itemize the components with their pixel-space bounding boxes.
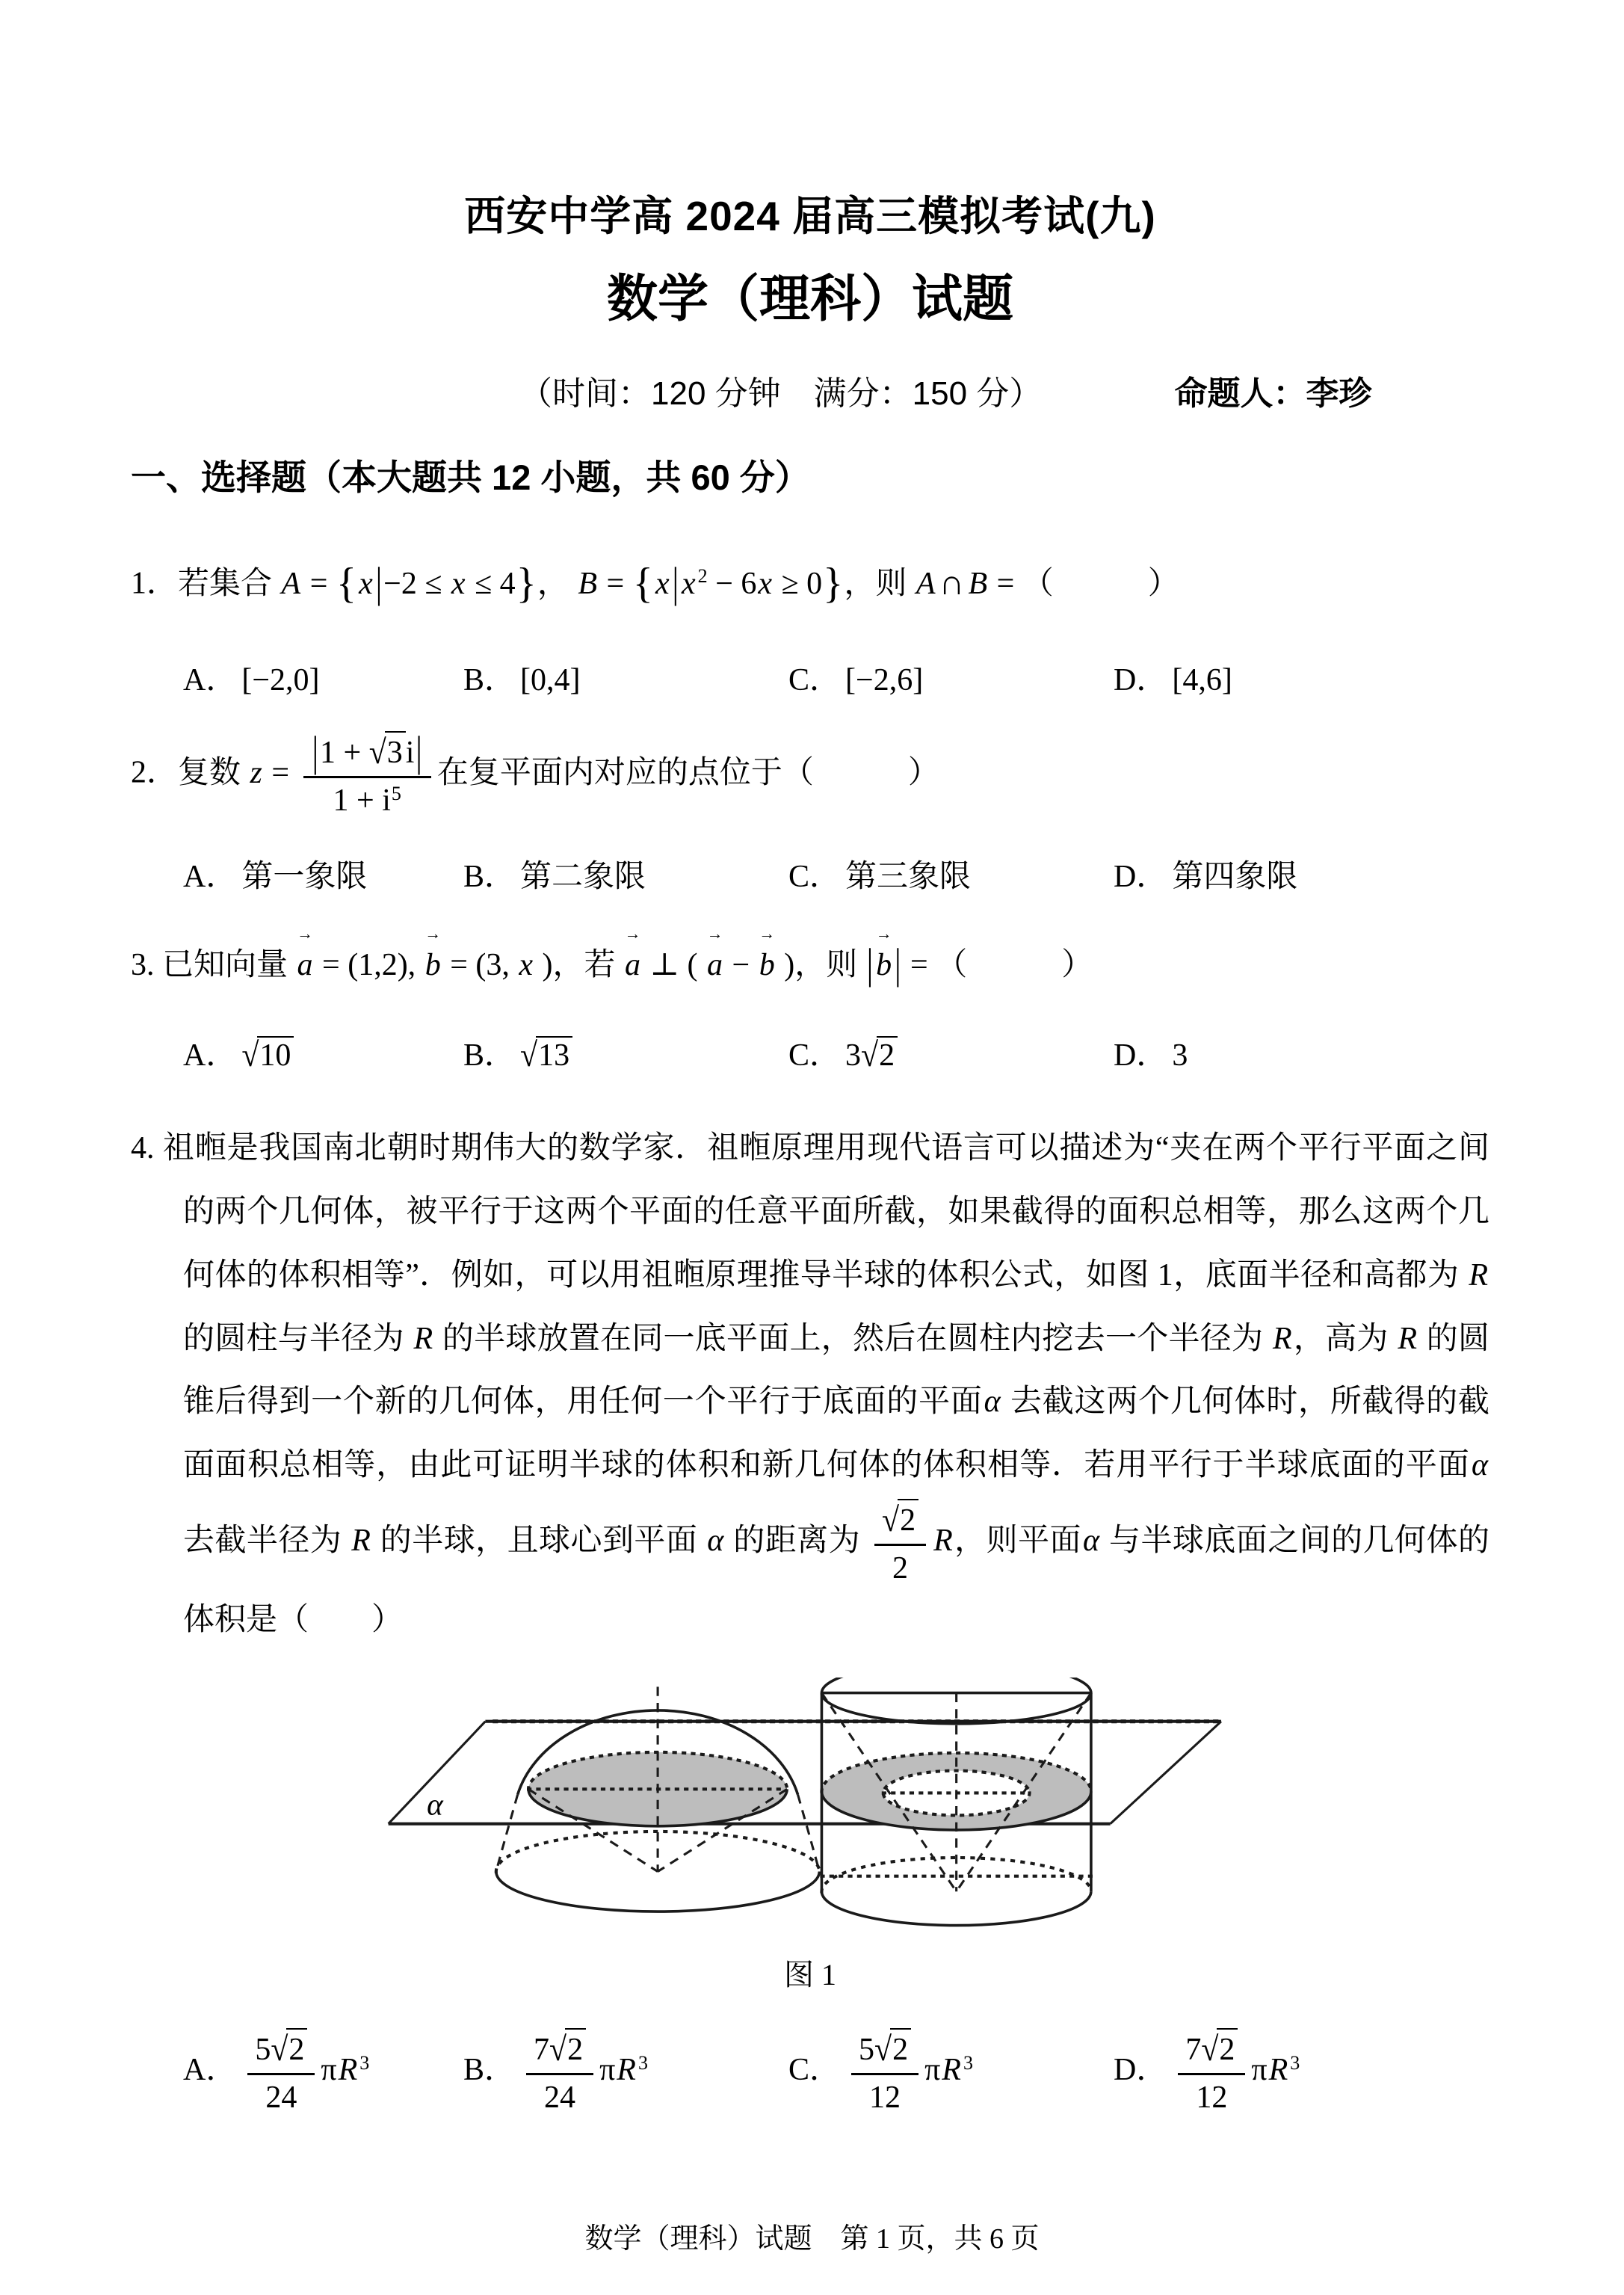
question-4-stem: [131, 1117, 1489, 1652]
math-bar: |: [866, 941, 874, 988]
math-v: R: [1469, 1257, 1488, 1293]
math-vector: [297, 924, 313, 994]
math-t: = （ ）: [902, 947, 1093, 982]
option-label: A．: [183, 2052, 238, 2087]
math-v: R: [1272, 1321, 1292, 1356]
plane-alpha: [389, 1722, 1221, 1824]
radical-sign: √: [882, 1502, 900, 1539]
math-t: 7: [1185, 2033, 1202, 2068]
option-label: C．: [788, 663, 842, 698]
option-label: D．: [1114, 663, 1168, 698]
math-v: α: [707, 1523, 724, 1558]
math-v: α: [1083, 1523, 1100, 1558]
option-label: A．: [183, 1038, 238, 1073]
math-t: )，若: [534, 947, 624, 982]
option-2-a: [183, 851, 463, 896]
vector-letter: b: [759, 947, 775, 982]
radicand: 2: [877, 1036, 898, 1073]
math-v: R: [617, 2052, 636, 2087]
math-t: 已知向量: [154, 947, 296, 982]
option-label: C．: [788, 2052, 842, 2087]
vector-arrow-icon: →: [706, 924, 723, 943]
radical-sign: √: [241, 1037, 259, 1074]
math-sqrt: [241, 1036, 294, 1073]
math-t: ≤ 4: [466, 566, 516, 601]
option-3-d: [1114, 1030, 1489, 1075]
option-value: [845, 1038, 898, 1073]
math-t: 2: [892, 1550, 909, 1586]
math-t: 24: [265, 2080, 297, 2115]
option-value: [845, 663, 923, 697]
math-t: ，则: [844, 566, 915, 601]
radical-sign: √: [874, 2031, 892, 2068]
fraction-numerator: [851, 2027, 918, 2075]
math-v: R: [942, 2052, 961, 2087]
math-cap: ∩: [939, 564, 965, 603]
math-t: 去截半径为: [183, 1523, 351, 1558]
math-t: ，则平面: [954, 1523, 1081, 1558]
math-sqrt: [874, 2028, 911, 2071]
plane-alpha-label: α: [427, 1787, 443, 1822]
fraction-denominator: [258, 2075, 304, 2119]
math-t: ，高为: [1293, 1321, 1397, 1356]
option-label: D．: [1114, 2052, 1168, 2087]
questions-area: [131, 546, 1489, 2118]
option-label: A．: [183, 859, 238, 894]
radicand: 13: [536, 1036, 572, 1073]
question-4: [131, 1117, 1489, 2118]
exam-author: 命题人：李珍: [1174, 375, 1372, 413]
math-t: 在复平面内对应的点位于（ ）: [436, 756, 939, 791]
math-t: 1 + i: [333, 783, 391, 818]
math-t: 祖暅是我国南北朝时期伟大的数学家．祖暅原理用现代语言可以描述为“夹在两个平行平面之间的两个几何体，被平行于这两个平面的任意平面所截，如果截得的面积总相等，那么这两个几何体的体积相等”．例如，可以用祖暅原理推导半球的体积公式，如图 1，底面半径和高都为: [154, 1131, 1489, 1293]
option-3-a: [183, 1030, 463, 1075]
math-v: x: [758, 566, 773, 601]
option-value: $\frac{5√2}{12}$ πR 3: [845, 2053, 973, 2087]
math-t: 5: [859, 2033, 875, 2068]
vector-letter: b: [424, 947, 441, 982]
math-t: [4,6]: [1172, 663, 1232, 698]
exam-time-score: （时间：120 分钟 满分：150 分）: [519, 375, 1043, 413]
math-vector: [706, 924, 723, 994]
math-t: π: [599, 2052, 616, 2087]
page-footer-text: 数学（理科）试题 第 1 页，共 6 页: [584, 2223, 1040, 2255]
math-fraction: [851, 2027, 918, 2118]
figure-1-drawing: [380, 1678, 1240, 1935]
math-t: 第三象限: [845, 859, 972, 894]
math-t: 的半球放置在同一底平面上，然后在圆柱内挖去一个半径为: [434, 1321, 1271, 1356]
page-footer: [0, 2215, 1624, 2256]
math-bar: |: [375, 560, 383, 607]
vector-letter: a: [297, 947, 313, 982]
option-2-d: [1114, 851, 1489, 896]
math-v: α: [984, 1384, 1001, 1420]
option-value: [520, 1038, 572, 1073]
question-4-options: [131, 2027, 1489, 2118]
math-v: R: [413, 1321, 433, 1356]
fraction-denominator: [885, 1546, 916, 1589]
option-value: [845, 860, 971, 894]
vector-letter: a: [707, 947, 723, 982]
math-t: = (1,2),: [314, 947, 424, 982]
option-1-b: [463, 655, 788, 700]
math-t: ⊥ (: [642, 947, 706, 982]
fraction-numerator: [303, 730, 431, 778]
question-3-options: [131, 1030, 1489, 1075]
option-value: [1172, 663, 1232, 697]
math-br: }: [516, 560, 537, 608]
math-br: {: [336, 560, 357, 608]
vector-arrow-icon: →: [424, 924, 442, 943]
option-4-d: [1114, 2027, 1489, 2118]
option-value: [241, 1038, 294, 1073]
radical-sign: √: [271, 2031, 288, 2068]
fraction-numerator: [247, 2027, 315, 2075]
math-v: R: [351, 1523, 371, 1558]
option-1-a: [183, 655, 463, 700]
exam-subtitle: 数学（理科）试题: [606, 271, 1013, 328]
vector-letter: b: [876, 947, 892, 982]
option-4-b: [463, 2027, 788, 2118]
option-value: [1172, 1038, 1188, 1073]
math-t: 的圆锥后得到一个新的几何体，用任何一个平行于底面的平面: [183, 1321, 1489, 1420]
exam-title: 西安中学高 2024 届高三模拟考试(九): [464, 193, 1156, 239]
math-sqrt: [861, 1036, 898, 1073]
math-t: 的圆柱与半径为: [183, 1321, 413, 1356]
fraction-denominator: [862, 2075, 908, 2119]
math-t: 第一象限: [241, 859, 368, 894]
math-t: 的半球，且球心到平面: [371, 1523, 706, 1558]
option-3-c: [788, 1030, 1114, 1075]
math-v: B: [968, 566, 988, 601]
option-label: C．: [788, 859, 842, 894]
option-2-c: [788, 851, 1114, 896]
option-1-d: [1114, 655, 1489, 700]
math-sqrt: [1201, 2028, 1238, 2071]
math-fraction: [874, 1497, 926, 1589]
math-t: i: [405, 736, 415, 771]
vector-arrow-icon: →: [875, 924, 892, 943]
question-3-stem: [131, 924, 1489, 994]
math-t: 去截这两个几何体时，所截得的截面面积总相等，由此可证明半球的体积和新几何体的体积相等．若用平行于半球底面的平面: [183, 1384, 1489, 1483]
math-v: x: [451, 566, 466, 601]
option-value: $\frac{7√2}{24}$ πR 3: [520, 2053, 648, 2087]
question-1-options: [131, 655, 1489, 700]
math-v: R: [933, 1523, 953, 1558]
vector-letter: a: [625, 947, 641, 982]
math-v: x: [519, 947, 534, 982]
fraction-numerator: [1178, 2027, 1245, 2075]
math-v: x: [682, 566, 696, 601]
figure-1-caption: 图 1: [784, 1958, 836, 1992]
fraction-numerator: [874, 1497, 926, 1546]
radicand: 2: [898, 1499, 918, 1541]
math-t: − 6: [707, 566, 757, 601]
question-3: [131, 924, 1489, 1076]
question-2: [131, 730, 1489, 896]
option-4-a: [183, 2027, 463, 2118]
math-sqrt: [369, 731, 406, 774]
option-value: [241, 663, 319, 697]
question-4-number: 4.: [131, 1131, 155, 1166]
math-t: −: [724, 947, 758, 982]
math-sqrt: [882, 1499, 918, 1541]
math-t: π: [321, 2052, 337, 2087]
option-label: B．: [463, 859, 516, 894]
option-value: $\frac{5√2}{24}$ πR 3: [241, 2053, 369, 2087]
math-bar: |: [672, 560, 679, 607]
math-sqrt: [520, 1036, 572, 1073]
math-t: 第二象限: [520, 859, 646, 894]
radical-sign: √: [520, 1037, 538, 1074]
option-label: B．: [463, 663, 516, 698]
math-t: 1 +: [320, 736, 369, 771]
exam-info-line: [131, 373, 1489, 414]
question-3-text: [154, 924, 1093, 988]
math-t: π: [1251, 2052, 1268, 2087]
vector-arrow-icon: →: [759, 924, 776, 943]
fraction-denominator: [537, 2075, 583, 2119]
math-t: 若集合: [178, 566, 280, 601]
question-1-number: 1．: [131, 566, 179, 601]
math-t: 的距离为: [725, 1523, 869, 1558]
question-2-text: [178, 730, 939, 818]
option-label: D．: [1114, 859, 1168, 894]
option-label: A．: [183, 663, 238, 698]
math-v: R: [338, 2052, 358, 2087]
section-1-heading: 一、选择题（本大题共 12 小题，共 60 分）: [131, 458, 810, 498]
math-vector: [875, 924, 892, 994]
math-fraction: [247, 2027, 315, 2118]
option-value: $\frac{7√2}{12}$ πR 3: [1172, 2053, 1300, 2087]
option-3-b: [463, 1030, 788, 1075]
math-t: 12: [1196, 2080, 1228, 2115]
math-t: [0,4]: [520, 663, 581, 698]
radical-sign: √: [861, 1037, 879, 1074]
math-t: 12: [869, 2080, 901, 2115]
vector-arrow-icon: →: [297, 924, 313, 943]
math-vector: [424, 924, 442, 994]
question-1: [131, 546, 1489, 700]
option-value: [241, 860, 367, 894]
option-value: [520, 860, 646, 894]
math-vector: [624, 924, 641, 994]
option-1-c: [788, 655, 1114, 700]
math-t: 3: [845, 1038, 862, 1073]
math-t: 7: [534, 2033, 550, 2068]
math-t: 5: [255, 2033, 271, 2068]
math-t: 第四象限: [1172, 859, 1298, 894]
math-v: α: [1471, 1448, 1488, 1483]
option-2-b: [463, 851, 788, 896]
math-t: π: [924, 2052, 941, 2087]
math-t: [−2,6]: [845, 663, 924, 698]
radicand: 2: [286, 2028, 307, 2071]
math-v: z: [250, 756, 262, 791]
math-t: =: [599, 566, 632, 601]
cylinder-with-cone: [821, 1678, 1090, 1926]
math-v: A: [916, 566, 936, 601]
fraction-denominator: 1 + i5: [333, 782, 401, 818]
math-bar: |: [895, 941, 901, 988]
math-t: = (3,: [442, 947, 518, 982]
radical-sign: √: [549, 2031, 567, 2068]
radicand: 3: [385, 731, 406, 774]
math-t: [−2,0]: [241, 663, 320, 698]
math-t: 24: [544, 2080, 576, 2115]
math-t: = （ ）: [989, 566, 1179, 601]
option-label: D．: [1114, 1038, 1168, 1073]
math-t: −2 ≤: [383, 566, 450, 601]
question-2-stem: [131, 730, 1489, 821]
option-label: B．: [463, 2052, 516, 2087]
option-label: C．: [788, 1038, 842, 1073]
question-1-text: 若集合 A = {x|−2 ≤ x ≤ 4}， B = {x|x 2 − 6x ≥ 0}，则 A ∩ B = （ ）: [178, 567, 1179, 601]
math-bar: |: [416, 730, 422, 777]
radicand: 2: [565, 2028, 586, 2071]
figure-1: [131, 1678, 1489, 1994]
question-4-text: [155, 1131, 1490, 1637]
fraction-denominator: [1188, 2075, 1235, 2119]
fraction-numerator: [526, 2027, 593, 2075]
math-t: 复数: [178, 756, 249, 791]
math-t: =: [263, 756, 297, 791]
option-value: [1172, 860, 1297, 894]
math-v: x: [359, 566, 373, 601]
math-t: )，则: [776, 947, 865, 982]
question-3-number: 3.: [131, 947, 155, 982]
math-vector: [759, 924, 776, 994]
math-t: ≥ 0: [774, 566, 823, 601]
vector-arrow-icon: →: [624, 924, 641, 943]
radical-sign: √: [368, 734, 386, 772]
math-sqrt: [549, 2028, 586, 2071]
question-2-number: 2．: [131, 756, 179, 791]
option-value: [520, 663, 580, 697]
math-t: =: [302, 566, 336, 601]
math-fraction: [526, 2027, 593, 2118]
math-v: R: [1268, 2052, 1288, 2087]
radicand: 2: [1217, 2028, 1238, 2071]
math-v: R: [1398, 1321, 1417, 1356]
math-v: A: [281, 566, 301, 601]
exam-header: [131, 193, 1489, 500]
question-1-stem: [131, 546, 1489, 620]
math-fraction: [1178, 2027, 1245, 2118]
math-v: x: [655, 566, 670, 601]
math-v: B: [578, 566, 598, 601]
math-t: ，: [537, 566, 577, 601]
math-t: 与半球底面之间的几何体的体积是（ ）: [183, 1523, 1489, 1638]
math-fraction: [303, 730, 431, 821]
math-br: }: [823, 560, 844, 608]
radical-sign: √: [1201, 2031, 1219, 2068]
radicand: 2: [890, 2028, 911, 2071]
math-bar: |: [312, 730, 318, 777]
option-label: B．: [463, 1038, 516, 1073]
radicand: 10: [257, 1036, 294, 1073]
math-br: {: [632, 560, 653, 608]
question-2-options: [131, 851, 1489, 896]
math-sqrt: [271, 2028, 307, 2071]
math-t: 3: [1172, 1038, 1188, 1073]
option-4-c: [788, 2027, 1114, 2118]
